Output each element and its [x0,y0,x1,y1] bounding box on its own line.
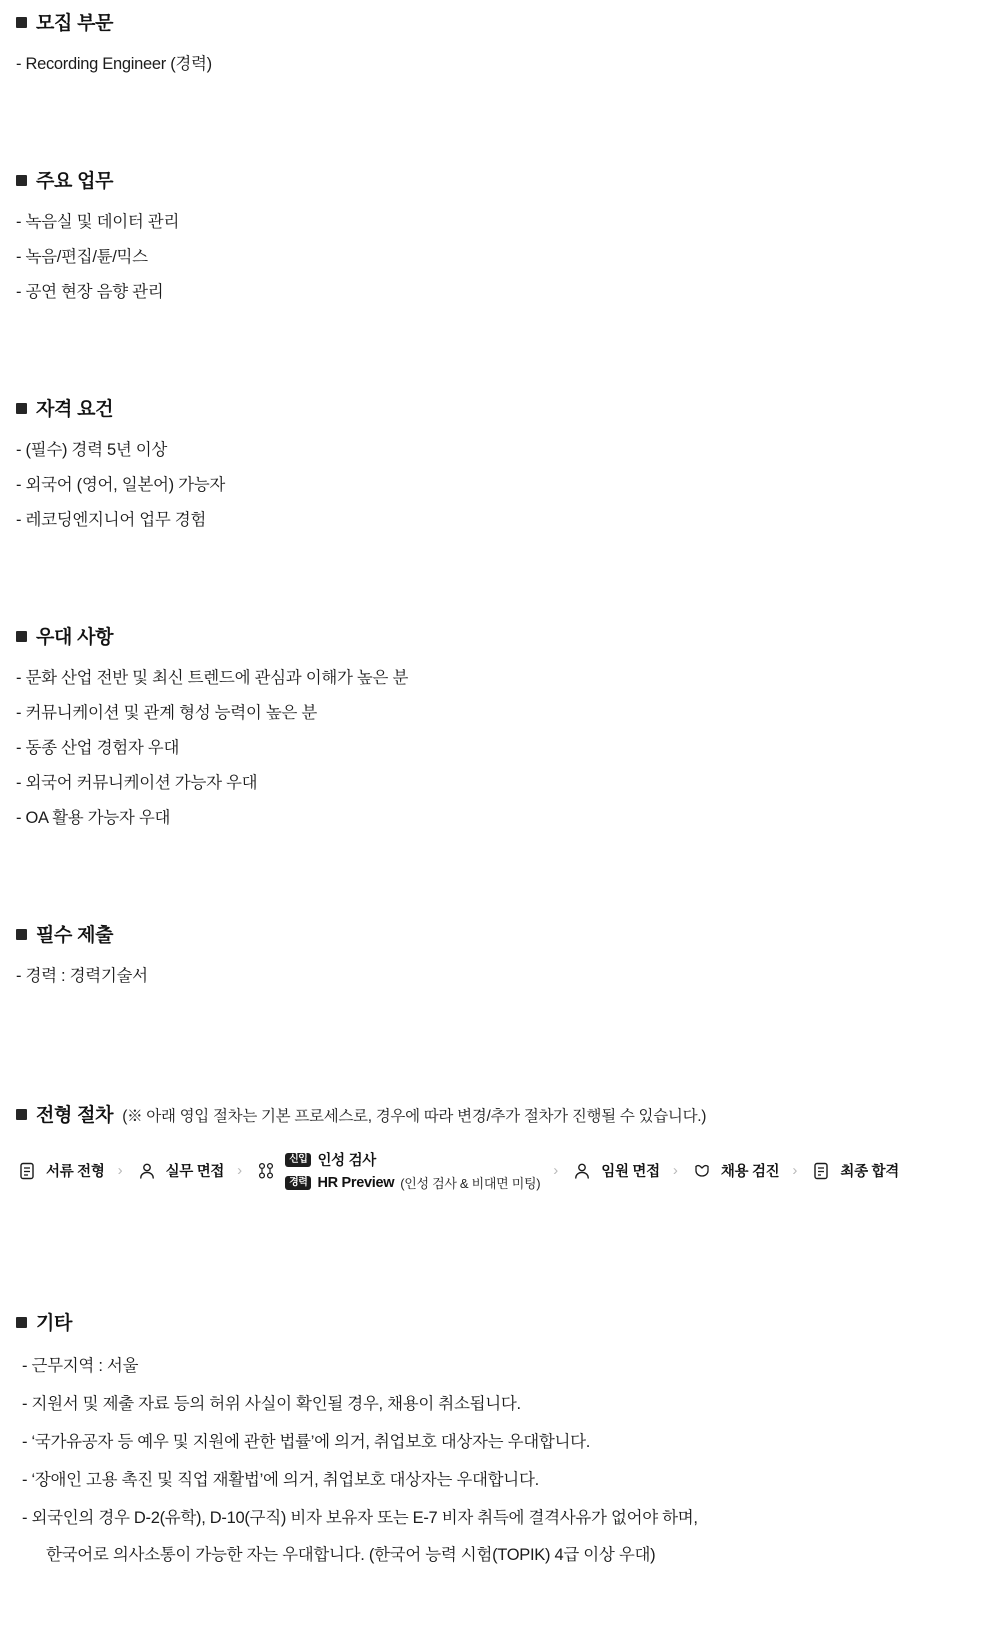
people-group-icon [255,1160,277,1182]
list-item: - OA 활용 가능자 우대 [16,809,171,827]
process-step-row-newcomer [285,1149,540,1170]
handshake-icon [691,1160,713,1182]
section-qualifications [0,394,982,538]
list-item: - 레코딩엔지니어 업무 경험 [16,511,207,529]
section-main-duties [0,166,982,310]
process-step-label: 실무 면접 [165,1164,225,1180]
list-item: - 녹음실 및 데이터 관리 [16,213,180,231]
chevron-right-icon: › [237,1162,243,1179]
process-step-label: HR Preview [317,1174,395,1191]
section-note: (※ 아래 영입 절차는 기본 프로세스로, 경우에 따라 변경/추가 절차가 진행될 수 있습니다.) [122,1108,707,1125]
certificate-icon [810,1160,832,1182]
square-bullet-icon [16,1317,27,1328]
badge-newcomer: 신입 [285,1153,311,1167]
list-item: - 지원서 및 제출 자료 등의 허위 사실이 확인될 경우, 채용이 취소됩니다. [22,1395,521,1413]
section-heading [16,166,982,193]
section-heading [16,1308,982,1335]
list-item: - 동종 산업 경험자 우대 [16,739,180,757]
section-body [16,1347,982,1573]
section-heading [16,8,982,35]
section-preferred [0,622,982,836]
process-step-rows [285,1149,540,1192]
process-step-health-checkup [691,1160,780,1182]
list-item: - 근무지역 : 서울 [22,1357,139,1375]
process-step-label: 인성 검사 [317,1153,377,1169]
square-bullet-icon [16,175,27,186]
section-body [16,661,982,836]
person-icon [571,1160,593,1182]
section-title: 기타 [36,1313,73,1334]
process-step-practical-interview [136,1160,225,1182]
list-item: - Recording Engineer (경력) [16,55,212,73]
section-body [16,47,982,82]
hiring-process-flow [16,1149,982,1192]
list-item: - 외국인의 경우 D-2(유학), D-10(구직) 비자 보유자 또는 E-7 비자 취득에 결격사유가 없어야 하며, [22,1509,698,1527]
list-item: - 경력 : 경력기술서 [16,967,148,985]
process-step-label: 서류 전형 [46,1164,105,1180]
square-bullet-icon [16,929,27,940]
list-item: - ‘장애인 고용 촉진 및 직업 재활법’에 의거, 취업보호 대상자는 우대합니다. [22,1471,539,1489]
list-item: - ‘국가유공자 등 예우 및 지원에 관한 법률’에 의거, 취업보호 대상자는 우대합니다. [22,1433,591,1451]
process-step-executive-interview [571,1160,660,1182]
chevron-right-icon: › [553,1162,559,1179]
person-icon [136,1160,158,1182]
section-recruit-position [0,8,982,82]
list-item: - 녹음/편집/튠/믹스 [16,248,148,266]
process-step-final-acceptance [810,1160,899,1182]
section-heading [16,394,982,421]
section-title: 모집 부문 [36,13,114,34]
section-title: 주요 업무 [36,171,114,192]
process-step-label: 최종 합격 [840,1164,899,1180]
process-step-sublabel: (인성 검사 & 비대면 미팅) [400,1176,541,1191]
section-title: 전형 절차 [36,1105,114,1126]
section-body [16,959,982,994]
list-item: - 공연 현장 음향 관리 [16,283,164,301]
square-bullet-icon [16,631,27,642]
square-bullet-icon [16,1109,27,1120]
section-title: 우대 사항 [36,627,114,648]
section-etc [0,1308,982,1573]
chevron-right-icon: › [117,1162,123,1179]
square-bullet-icon [16,17,27,28]
section-title: 필수 제출 [36,925,114,946]
section-heading [16,622,982,649]
process-step-label: 임원 면접 [601,1164,660,1180]
process-step-label: 채용 검진 [720,1164,780,1180]
badge-experienced: 경력 [285,1176,311,1190]
section-required-documents [0,920,982,994]
chevron-right-icon: › [792,1162,798,1179]
process-step-document-screening [16,1160,105,1182]
list-item: - 외국어 (영어, 일본어) 가능자 [16,476,226,494]
section-body [16,433,982,538]
process-step-row-experienced [285,1173,540,1192]
section-hiring-process [0,1100,982,1192]
section-body [16,205,982,310]
chevron-right-icon: › [672,1162,678,1179]
section-title: 자격 요건 [36,399,114,420]
process-step-assessment [255,1149,540,1192]
section-heading [16,920,982,947]
list-item: - 커뮤니케이션 및 관계 형성 능력이 높은 분 [16,704,318,722]
list-item: - 문화 산업 전반 및 최신 트렌드에 관심과 이해가 높은 분 [16,669,409,687]
document-icon [16,1160,38,1182]
list-item-continuation: 한국어로 의사소통이 가능한 자는 우대합니다. (한국어 능력 시험(TOPIK) 4급 이상 우대) [46,1546,656,1564]
list-item: - 외국어 커뮤니케이션 가능자 우대 [16,774,258,792]
list-item: - (필수) 경력 5년 이상 [16,441,168,459]
section-heading [16,1100,982,1127]
square-bullet-icon [16,403,27,414]
